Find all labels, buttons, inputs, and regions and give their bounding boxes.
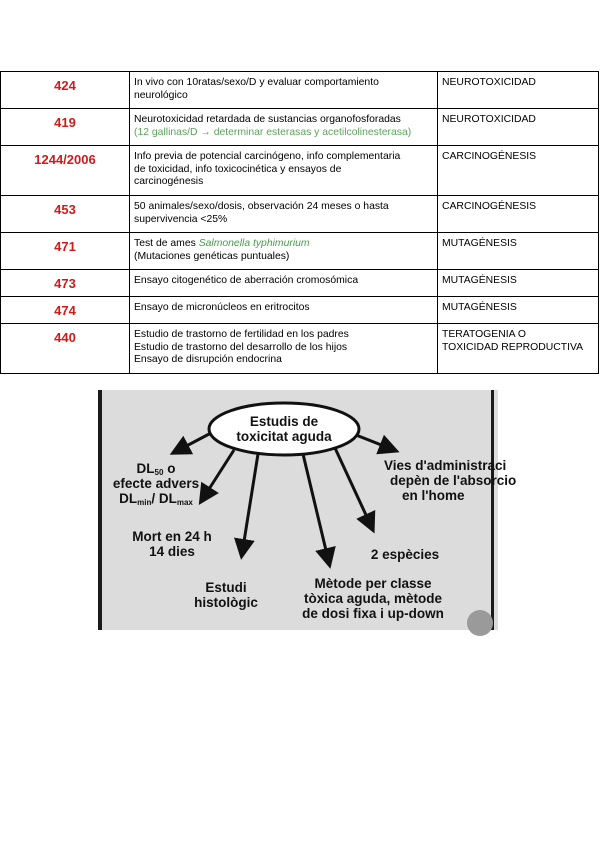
hen-note: (12 gallinas/D → determinar esterasas y acetilcolinesterasa) [134, 126, 412, 138]
guideline-description: Info previa de potencial carcinógeno, info complementaria de toxicidad, info toxicocinética y ensayos de carcinogénesis [130, 146, 438, 196]
guideline-code: 453 [1, 196, 130, 233]
vies-node: Vies d'administraci depèn de l'absorcio en l'home [384, 458, 517, 503]
histo-node: Estudi histològic [194, 580, 258, 610]
arrow-to-vies [356, 435, 394, 450]
guideline-description: Estudio de trastorno de fertilidad en los padres Estudio de trastorno del desarrollo de los hijos Ensayo de disrupción endocrina [130, 324, 438, 374]
arrow-to-metode [303, 454, 329, 563]
guideline-category: NEUROTOXICIDAD [438, 72, 599, 109]
arrow-to-especies [335, 448, 372, 528]
acute-toxicity-diagram [98, 390, 517, 630]
table-row [1, 270, 599, 297]
arrow-to-histo [242, 454, 258, 554]
guideline-category: CARCINOGÉNESIS [438, 146, 599, 196]
guideline-code: 440 [1, 324, 130, 374]
table-row [1, 233, 599, 270]
decorative-circle [467, 610, 493, 636]
table-row [1, 196, 599, 233]
especies-node: 2 espècies [370, 547, 440, 562]
guideline-category: MUTAGÉNESIS [438, 297, 599, 324]
arrow-to-dl [175, 433, 211, 452]
guideline-code: 473 [1, 270, 130, 297]
test-guidelines-table [0, 71, 599, 374]
guideline-description: Test de ames Salmonella typhimurium (Mutaciones genéticas puntuales) [130, 233, 438, 270]
guideline-category: CARCINOGÉNESIS [438, 196, 599, 233]
dl50-node: $DL_{50}$ o efecte advers $DL_{min}/$ $DL_{max}$ [112, 461, 200, 507]
guideline-description: Neurotoxicidad retardada de sustancias organofosforadas (12 gallinas/D → determinar esterasas y acetilcolinesterasa) [130, 109, 438, 146]
guideline-description: Ensayo de micronúcleos en eritrocitos [130, 297, 438, 324]
species-name: Salmonella typhimurium [198, 238, 310, 249]
table-row [1, 324, 599, 374]
guideline-description: In vivo con 10ratas/sexo/D y evaluar comportamiento neurológico [130, 72, 438, 109]
guideline-description: 50 animales/sexo/dosis, observación 24 meses o hasta supervivencia <25% [130, 196, 438, 233]
guideline-code: 424 [1, 72, 130, 109]
table-row [1, 72, 599, 109]
guideline-category: NEUROTOXICIDAD [438, 109, 599, 146]
guideline-category: TERATOGENIA O TOXICIDAD REPRODUCTIVA [438, 324, 599, 374]
table-row [1, 297, 599, 324]
table-row [1, 109, 599, 146]
guideline-category: MUTAGÉNESIS [438, 270, 599, 297]
guideline-code: 419 [1, 109, 130, 146]
center-label: Estudis de toxicitat aguda [236, 414, 332, 444]
guideline-code: 1244/2006 [1, 146, 130, 196]
guideline-code: 471 [1, 233, 130, 270]
mort-node: Mort en 24 h 14 dies [132, 529, 212, 559]
table-row [1, 146, 599, 196]
metode-node: Mètode per classe tòxica aguda, mètode de dosi fixa i up-down [302, 576, 444, 621]
guideline-description: Ensayo citogenético de aberración cromosómica [130, 270, 438, 297]
guideline-category: MUTAGÉNESIS [438, 233, 599, 270]
guideline-code: 474 [1, 297, 130, 324]
